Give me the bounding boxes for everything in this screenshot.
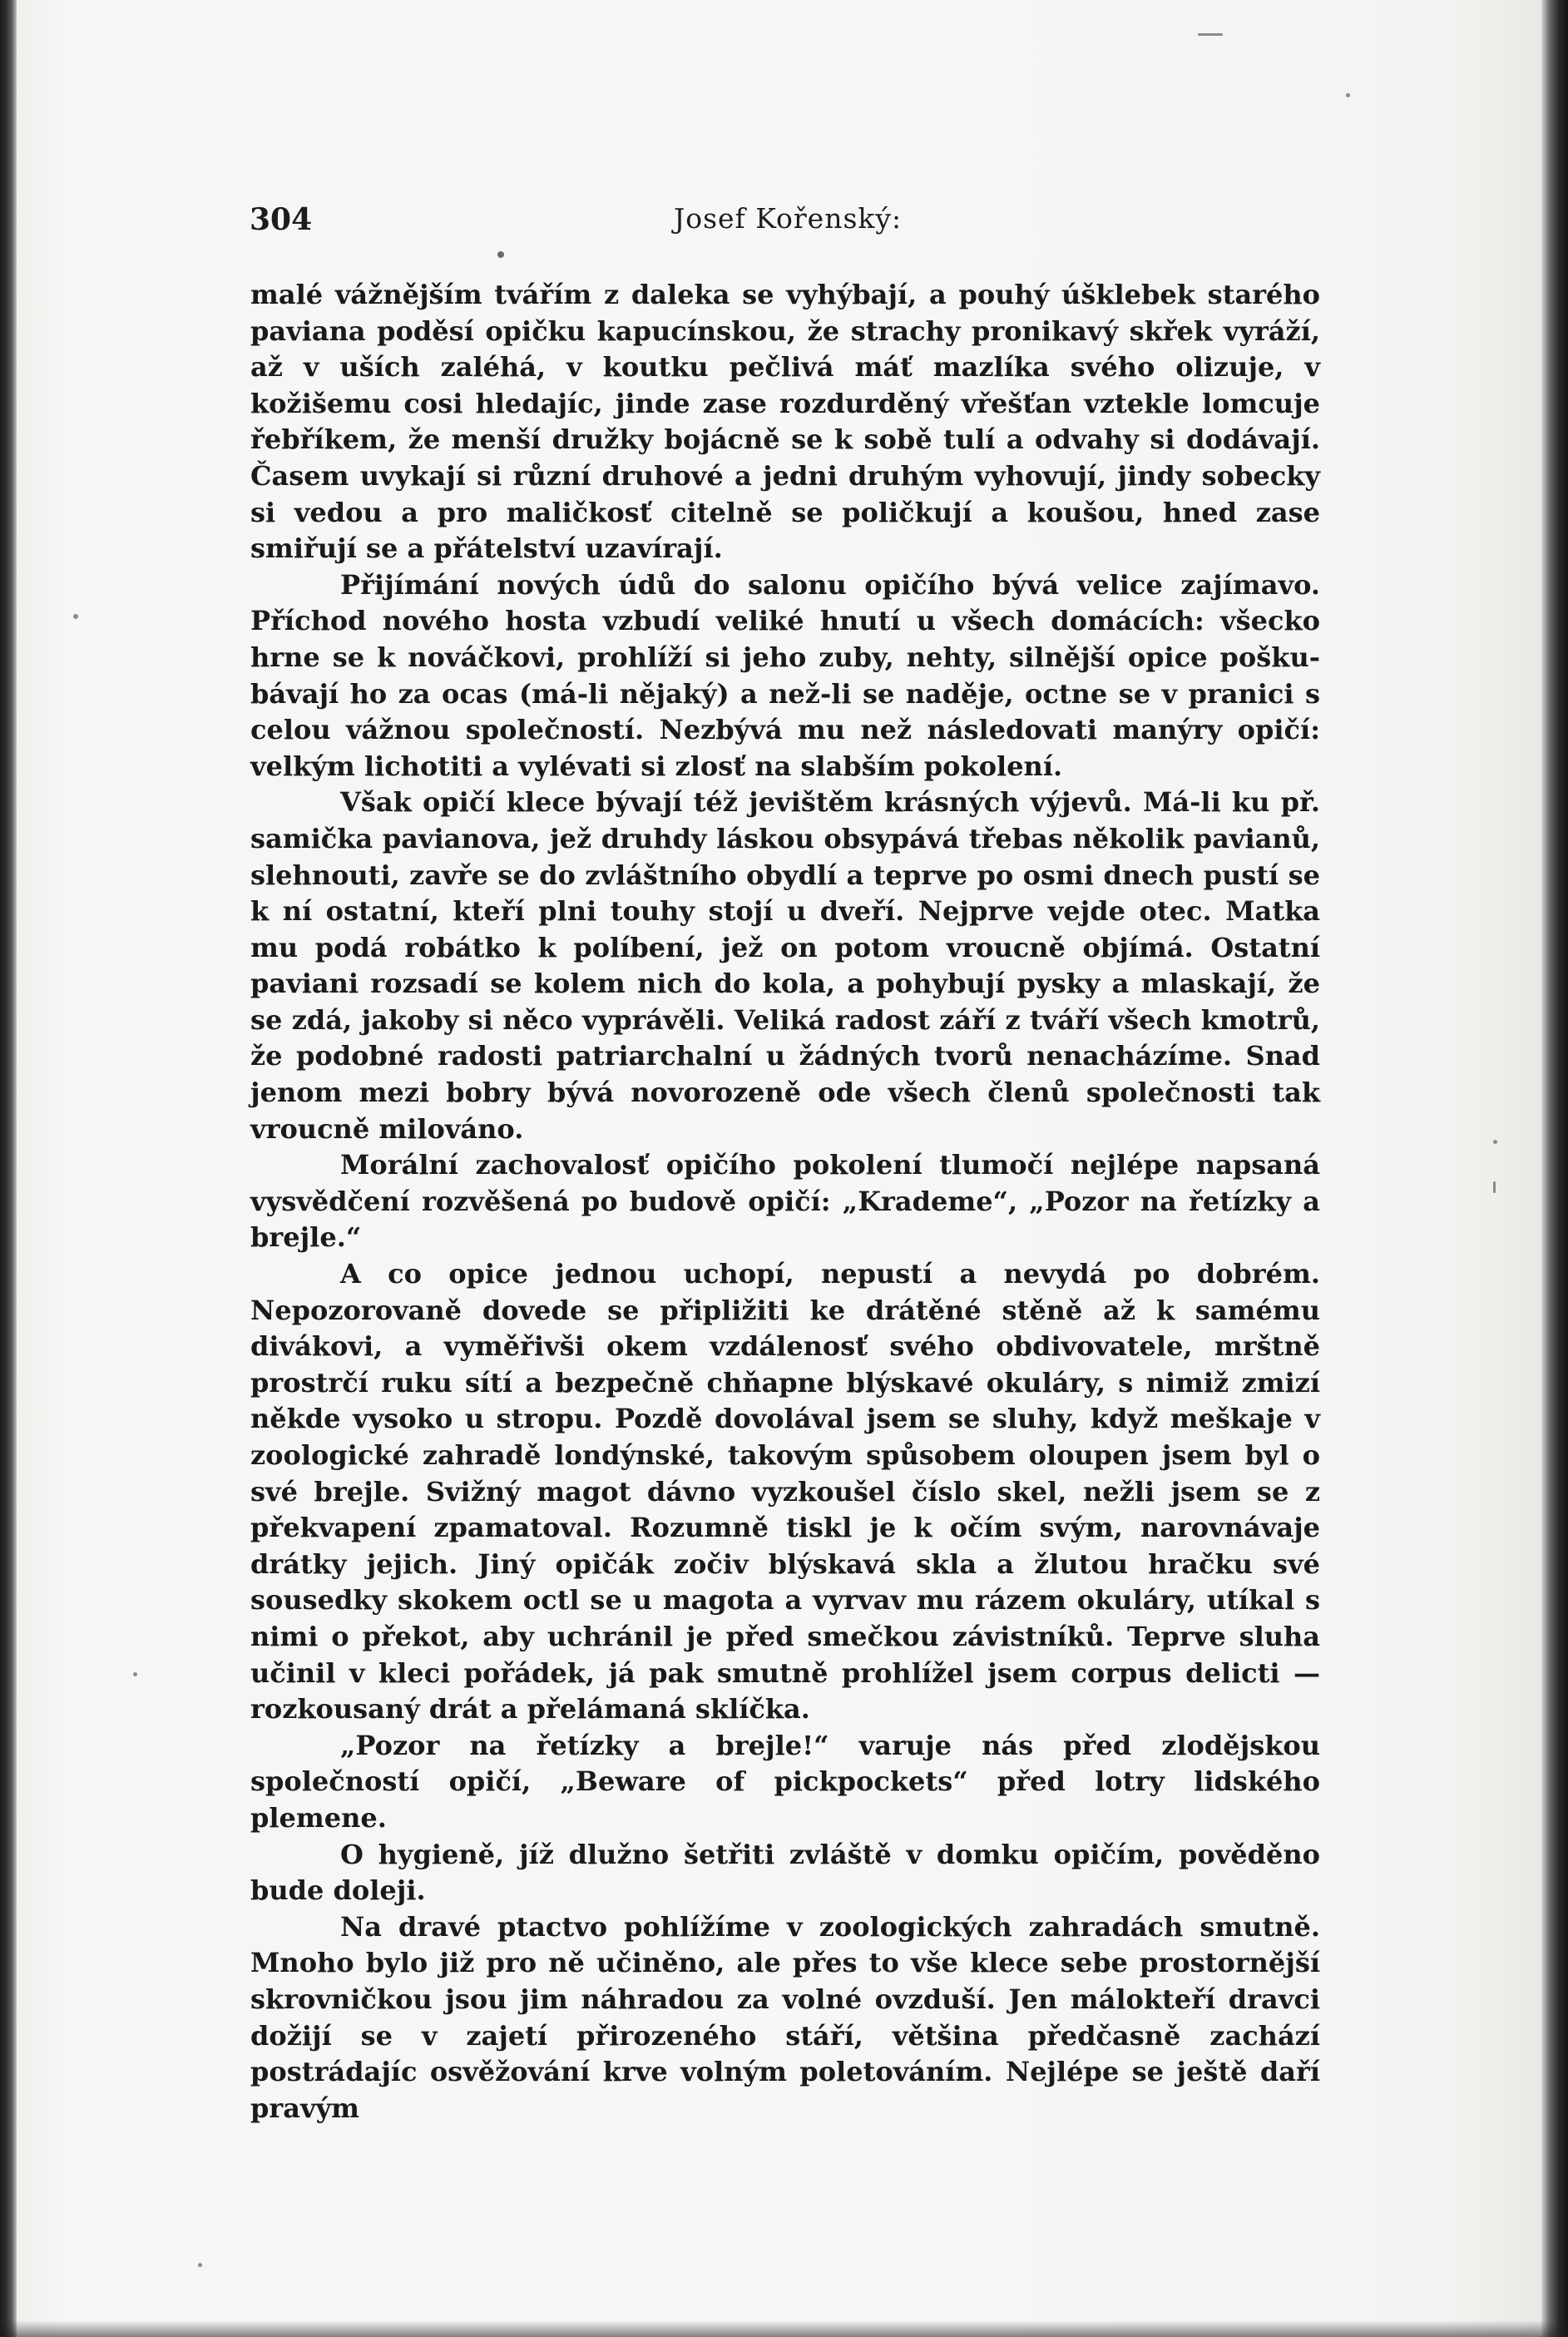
print-speck (1346, 93, 1350, 97)
right-page-edge (1541, 0, 1568, 2337)
paragraph: A co opice jednou uchopí, nepustí a nevydá po dobrém. Nepozorovaně dovede se připližiti ke drátěné stěně až k samému divákovi, a vyměřivši okem vzdálenosť svého obdivovatele, mrštně prostrčí ruku sítí a bezpečně chňapne blýskavé okuláry, s nimiž zmizí někde vysoko u stropu. Pozdě dovolával jsem se sluhy, když meškaje v zoologické zahradě londýnské, takovým spůsobem oloupen jsem byl o své brejle. Svižný magot dávno vyzkoušel číslo skel, nežli jsem se z překvapení zpamatoval. Rozumně tiskl je k očím svým, narovnávaje drátky jejich. Jiný opičák zočiv blýskavá skla a žlutou hračku své sousedky skokem octl se u magota a vyrvav mu rázem okuláry, utíkal s nimi o překot, aby uchránil je před smečkou závistníků. Teprve sluha učinil v kleci pořádek, já pak smutně prohlížel jsem corpus delicti — rozkousaný drát a přelámaná sklíčka. (250, 1258, 1320, 1726)
paragraph: Na dravé ptactvo pohlížíme v zoologických zahradách smutně. Mnoho bylo již pro ně učiněno, ale přes to vše klece sebe prostornější skrovničkou jsou jim náhradou za volné ovzduší. Jen málokteří dravci dožijí se v zajetí přirozeného stáří, většina předčasně zachází postrádajíc osvěžování krve volným poletováním. Nejlépe se ještě daří pravým (250, 1910, 1320, 2124)
bottom-page-edge (0, 2320, 1568, 2337)
print-speck (1493, 1140, 1497, 1144)
print-speck (1198, 33, 1223, 36)
print-speck (198, 2263, 202, 2267)
print-speck (133, 1672, 137, 1676)
running-head: Josef Kořenský: (674, 202, 903, 235)
paragraph: Morální zachovalosť opičího pokolení tlumočí nejlépe napsaná vysvědčení rozvěšená po budově opičí: „Krademe“, „Pozor na řetízky a brejle.“ (250, 1149, 1320, 1254)
print-speck (497, 251, 504, 258)
body-text (250, 277, 1320, 2127)
page-header (250, 202, 1323, 244)
print-speck (1493, 1181, 1496, 1193)
paragraph: „Pozor na řetízky a brejle!“ varuje nás před zlodějskou společností opičí, „Beware of pickpockets“ před lotry lidského plemene. (250, 1729, 1320, 1834)
paragraph: Přijímání nových údů do salonu opičího bývá velice zajímavo. Příchod nového hosta vzbudí veliké hnutí u všech domácích: všecko hrne se k nováčkovi, prohlíží si jeho zuby, nehty, silnější opice poškubávají ho za ocas (má-li nějaký) a než-li se naděje, octne se v pranici s celou vážnou společností. Nezbývá mu než následovati manýry opičí: velkým lichotiti a vylévati si zlosť na slabším pokolení. (250, 568, 1320, 782)
left-binding-edge (0, 0, 17, 2337)
print-speck (73, 614, 78, 619)
paragraph: malé vážnějším tvářím z daleka se vyhýbají, a pouhý úšklebek starého paviana poděsí opičku kapucínskou, že strachy pronikavý skřek vyráží, až v uších zaléhá, v koutku pečlivá máť mazlíka svého olizuje, v kožišemu cosi hledajíc, jinde zase rozdurděný vřešťan vztekle lomcuje řebříkem, že menší družky bojácně se k sobě tulí a odvahy si dodávají. Časem uvykají si různí druhové a jedni druhým vyhovují, jindy sobecky si vedou a pro maličkosť citelně se poličkují a koušou, hned zase smiřují se a přátelství uzavírají. (250, 279, 1320, 565)
paragraph: Však opičí klece bývají též jevištěm krásných výjevů. Má-li ku př. samička pavianova, jež druhdy láskou obsypává třebas několik pavianů, slehnouti, zavře se do zvláštního obydlí a teprve po osmi dnech pustí se k ní ostatní, kteří plni touhy stojí u dveří. Nejprve vejde otec. Matka mu podá robátko k políbení, jež on potom vroucně objímá. Ostatní paviani rozsadí se kolem nich do kola, a pohybují pysky a mlaskají, že se zdá, jakoby si něco vyprávěli. Veliká radost září z tváří všech kmotrů, že podobné radosti patriarchalní u žádných tvorů nenacházíme. Snad jenom mezi bobry bývá novorozeně ode všech členů společnosti tak vroucně milováno. (250, 786, 1320, 1145)
paragraph: O hygieně, jíž dlužno šetřiti zvláště v domku opičím, pověděno bude doleji. (250, 1838, 1320, 1907)
page-number: 304 (250, 202, 313, 237)
